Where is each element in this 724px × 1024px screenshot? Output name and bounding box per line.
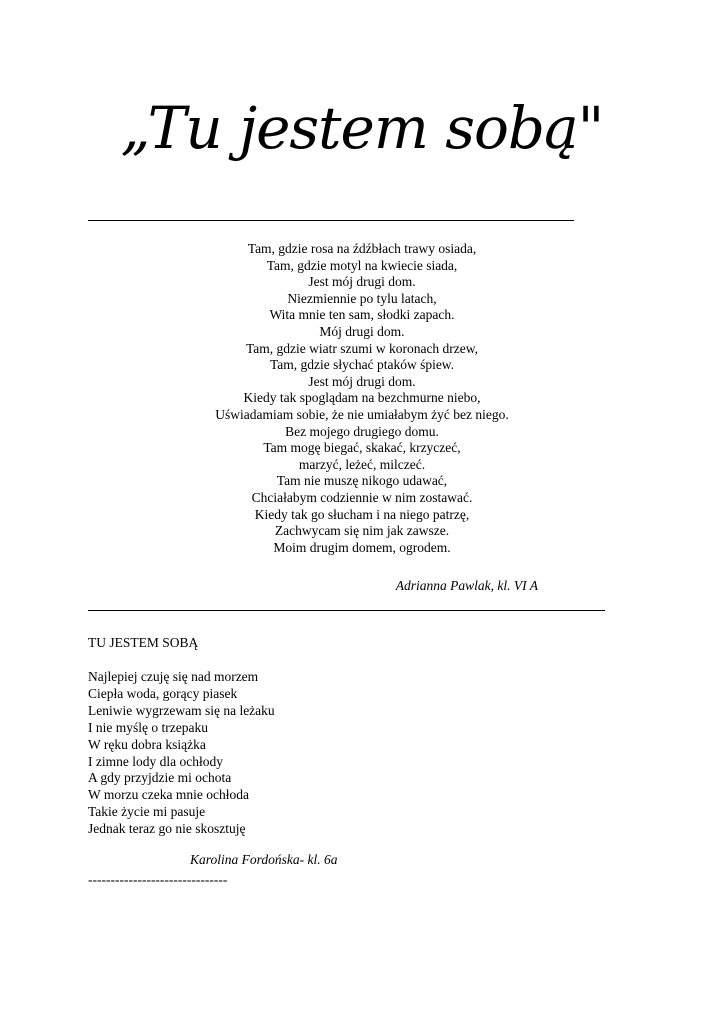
poem-1-line: Moim drugim domem, ogrodem.	[273, 539, 451, 555]
poem-1-line: Kiedy tak spoglądam na bezchmurne niebo,	[243, 390, 481, 406]
poem-2-line: W ręku dobra książka	[88, 736, 206, 752]
poem-2-line: I zimne lody dla ochłody	[88, 753, 223, 769]
poem-2-title: TU JESTEM SOBĄ	[88, 635, 199, 650]
poem-1-line: Uświadamiam sobie, że nie umiałabym żyć bez niego.	[215, 406, 509, 422]
poem-2-line: Najlepiej czuję się nad morzem	[88, 669, 259, 684]
poem-1-line: Tam, gdzie motyl na kwiecie siada,	[266, 257, 458, 273]
poem-1	[150, 241, 574, 556]
poem-2-line: Jednak teraz go nie skosztuję	[88, 821, 246, 837]
poem-1-line: Bez mojego drugiego domu.	[285, 423, 439, 439]
poem-1-line: Jest mój drugi dom.	[308, 373, 416, 389]
page-title: „Tu jestem sobą"	[120, 94, 604, 162]
poem-1-author: Adrianna Pawlak, kl. VI A	[395, 578, 538, 593]
poem-1-line: marzyć, leżeć, milczeć.	[298, 456, 426, 472]
poem-1-line: Jest mój drugi dom.	[308, 274, 416, 290]
poem-1-line: Wita mnie ten sam, słodki zapach.	[269, 307, 455, 323]
poem-2-line: I nie myślę o trzepaku	[88, 719, 208, 735]
poem-1-line: Niezmiennie po tylu latach,	[287, 290, 437, 306]
poem-2-line: A gdy przyjdzie mi ochota	[88, 770, 232, 786]
poem-1-line: Tam, gdzie słychać ptaków śpiew.	[269, 357, 455, 373]
poem-2-line: Leniwie wygrzewam się na leżaku	[88, 702, 275, 718]
poem-2	[88, 669, 275, 838]
poem-1-line: Tam nie muszę nikogo udawać,	[276, 473, 448, 489]
poem-2-line: W morzu czeka mnie ochłoda	[88, 787, 249, 803]
poem-1-line: Kiedy tak go słucham i na niego patrzę,	[254, 506, 470, 522]
dashed-separator: -------------------------------	[88, 872, 228, 887]
poem-2-line: Ciepła woda, gorący piasek	[88, 685, 238, 701]
poem-1-line: Mój drugi dom.	[319, 323, 405, 339]
horizontal-divider-top	[88, 220, 574, 221]
poem-2-line: Takie życie mi pasuje	[88, 804, 206, 820]
poem-2-author: Karolina Fordońska- kl. 6a	[190, 852, 338, 867]
poem-1-line: Tam, gdzie wiatr szumi w koronach drzew,	[245, 340, 479, 356]
poem-1-line: Zachwycam się nim jak zawsze.	[274, 523, 450, 539]
poem-1-line: Tam, gdzie rosa na źdźbłach trawy osiada,	[247, 241, 477, 256]
poem-1-line: Chciałabym codziennie w nim zostawać.	[251, 489, 473, 505]
poem-1-line: Tam mogę biegać, skakać, krzyczeć,	[263, 440, 461, 456]
horizontal-divider-middle	[88, 610, 605, 611]
